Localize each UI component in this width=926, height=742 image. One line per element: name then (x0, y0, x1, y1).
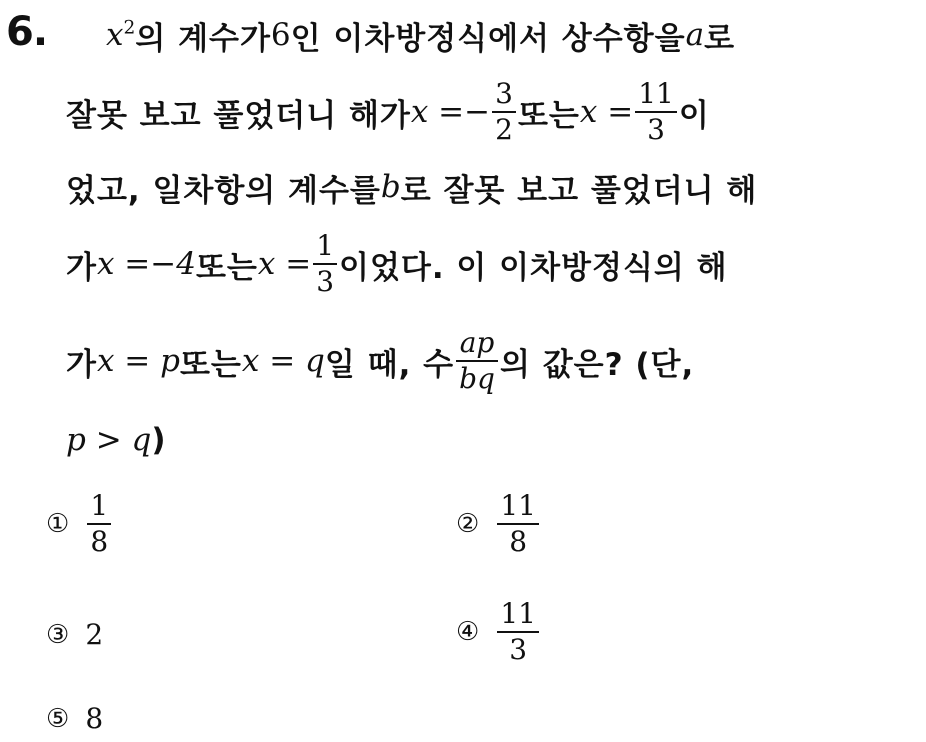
text: ) (151, 422, 167, 458)
math-condition: p > q (66, 422, 152, 458)
text: 또는 (517, 97, 580, 134)
text: 로 (704, 20, 736, 57)
math-eq: x = p (96, 343, 180, 379)
text: 잘못 보고 풀었더니 해가 (66, 97, 411, 134)
text: 일 때, 수 (324, 346, 455, 383)
math-x-squared: $x^2$ (106, 17, 136, 53)
text: 이 (678, 97, 710, 134)
option-1[interactable] (46, 490, 113, 558)
question-line-4 (66, 224, 926, 304)
math-six: 6 (270, 17, 291, 53)
option-5-value: 8 (85, 702, 104, 735)
option-marker: ② (456, 509, 480, 540)
math-a: a (685, 17, 705, 53)
question-line-1 (106, 14, 926, 56)
option-marker: ④ (456, 617, 480, 648)
text: 로 잘못 보고 풀었더니 해 (400, 172, 758, 209)
option-5[interactable] (46, 702, 103, 735)
fraction-ap-over-bq: $\frac{ap}{bq}$ (456, 327, 498, 395)
option-2[interactable] (456, 490, 541, 558)
text: 었고, 일차항의 계수를 (66, 172, 381, 209)
math-eq: x =− (410, 94, 491, 130)
text: 의 값은? (단, (499, 346, 695, 383)
text: 또는 (195, 249, 258, 286)
math-eq: x = q (241, 343, 325, 379)
math-b: b (380, 169, 401, 205)
math-eq: x =−4 (96, 246, 196, 282)
math-eq: x = (257, 246, 312, 282)
fraction-1-over-3: $\frac{1}{3}$ (313, 230, 337, 298)
text: 의 계수가 (135, 20, 271, 57)
question-number: 6. (6, 9, 48, 55)
option-4-fraction: $\frac{11}{3}$ (497, 598, 539, 666)
option-marker: ③ (46, 619, 70, 650)
fraction-neg-3-over-2: $\frac{3}{2}$ (492, 78, 516, 146)
option-3-value: 2 (85, 618, 104, 651)
text: 인 이차방정식에서 상수항을 (290, 20, 686, 57)
option-1-fraction: $\frac{1}{8}$ (87, 490, 111, 558)
question-line-3 (66, 166, 926, 208)
text: 가 (66, 249, 97, 286)
option-3[interactable] (46, 618, 103, 651)
option-marker: ⑤ (46, 703, 70, 734)
question-line-2 (66, 72, 926, 152)
option-marker: ① (46, 509, 70, 540)
text: 또는 (179, 346, 242, 383)
option-4[interactable] (456, 598, 541, 666)
text: 이었다. 이 이차방정식의 해 (339, 249, 728, 286)
fraction-11-over-3: $\frac{11}{3}$ (635, 78, 677, 146)
text: 가 (66, 346, 97, 383)
option-2-fraction: $\frac{11}{8}$ (497, 490, 539, 558)
question-line-6 (66, 418, 926, 462)
math-eq: x = (579, 94, 634, 130)
question-line-5 (66, 320, 926, 402)
